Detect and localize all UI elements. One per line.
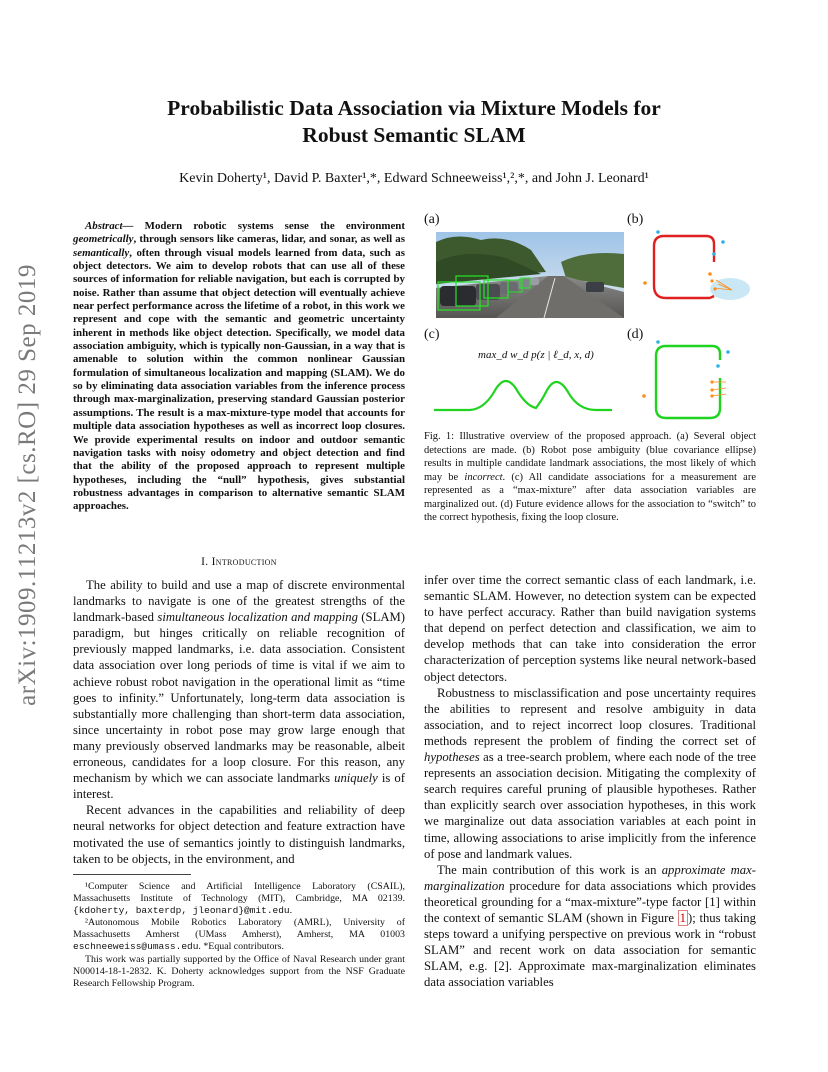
- panel-label-a: (a): [424, 212, 440, 227]
- panel-label-d: (d): [627, 327, 644, 342]
- pose-ambiguity-trajectory: [640, 226, 752, 326]
- text: ¹Computer Science and Artificial Intelligence Laboratory (CSAIL), Massachusetts Institute of Technology (MIT), Cambridge, MA 02139.: [73, 881, 405, 905]
- max-mixture-formula: max_d w_d p(z | ℓ_d, x, d): [478, 349, 594, 361]
- text: Fig. 1: Illustrative overview of the proposed approach. (a) Several object detections are made. (b) Robot pose ambiguity (blue covariance ellipse) results in multiple candidate landmark associations, the most likely of which may be: [424, 431, 756, 483]
- abstract-label: Abstract—: [85, 220, 134, 232]
- panel-label-c: (c): [424, 327, 440, 342]
- title-line-1: Probabilistic Data Association via Mixture Models for: [167, 96, 661, 120]
- abstract: [73, 220, 405, 514]
- text: Robustness to misclassification and pose uncertainty requires the abilities to represent and resolve ambiguity in data association, and to reject incorrect loop closures. Traditional methods represent the problem of finding the correct set of: [424, 685, 756, 748]
- emph: uniquely: [334, 771, 378, 786]
- footnote-2: [73, 917, 405, 953]
- mit-emails: {kdoherty, baxterdp, jleonard}@mit.edu: [73, 905, 290, 917]
- intro-paragraph-1: [73, 577, 405, 802]
- emph: hypotheses: [424, 750, 480, 765]
- section-title-introduction: [73, 556, 405, 568]
- figure-reference-link[interactable]: 1: [679, 910, 686, 925]
- text: as a tree-search problem, where each node of the tree represents an association decision. Mitigating the complexity of search requires careful pruning of plausible hypotheses. Rather than explicitly search over association hypotheses, in this work we marginalize out data association variables at each point in time, allowing associations to arise implicitly from the inference of pose and landmark values.: [424, 750, 756, 861]
- footnote-1: [73, 881, 405, 917]
- footnote-rule: [73, 874, 191, 875]
- right-paragraph-2: [424, 862, 756, 991]
- text: (SLAM) paradigm, but hinges critically on reliable recognition of previously mapped landmarks, i.e. data association. Consistent data association over long periods of time is vital if we aim to achieve robust robot navigation in the operational limit as “time goes to infinity.” Unfortunately, long-term data association is substantially more challenging than short-term data association, since uncertainty in robot pose may grow large enough that many previously observed landmarks may be reasonable, albeit erroneous, candidates for a loop closure. For this reason, any mechanism by which we can associate landmarks: [73, 610, 405, 786]
- paper-title: [100, 95, 728, 149]
- abstract-text-3: , often through visual models learned from data, such as object detectors. We aim to develop robots that can use all of these sources of information for reliable navigation, but each is corrupted by noise. Rather than assume that object detection will eventually achieve near perfect performance across the lifetime of a robot, in this work we represent and cope with the semantic and geometric uncertainty inherent in methods like object detection. Specifically, we model data association ambiguity, which is typically non-Gaussian, in a way that is amenable to solution within the common nonlinear Gaussian formulation of simultaneous localization and mapping (SLAM). We do so by eliminating data association variables from the inference process through max-marginalization, preserving standard Gaussian posterior assumptions. The result is a max-mixture-type model that accounts for multiple data association hypotheses as well as incorrect loop closures. We provide experimental results on indoor and outdoor semantic navigation tasks with noisy odometry and object detection and find that the ability of the proposed approach to represent multiple hypotheses, including the “null” hypothesis, gives substantial robustness advantages in comparison to alternative semantic SLAM approaches.: [73, 246, 405, 513]
- text: The main contribution of this work is an: [437, 862, 662, 877]
- text: . (c) All candidate associations for a measurement are represented as a “max-mixture” after data association variables are marginalized out. (d) Future evidence allows for the association to “switch” to the correct hypothesis, fixing the loop closure.: [424, 471, 756, 523]
- section-title-text: I. Introduction: [201, 556, 277, 568]
- emph: incorrect: [464, 471, 503, 483]
- umass-email: eschneeweiss@umass.edu: [73, 941, 199, 953]
- text: procedure for data associations which provides theoretical grounding for a “max-mixture”-type factor [1] within the context of semantic SLAM (shown in Figure: [424, 878, 756, 925]
- emph: approximate max-marginalization: [424, 862, 756, 893]
- title-line-2: Robust Semantic SLAM: [302, 123, 526, 147]
- text: ); thus taking steps toward a unifying perspective on previous work in “robust SLAM” and recent work on data association for semantic SLAM, e.g. [2]. Approximate max-marginalization eliminates data association variables: [424, 910, 756, 990]
- arxiv-stamp: [6, 264, 50, 706]
- street-scene-photo: [436, 232, 624, 318]
- footnotes: [73, 881, 405, 990]
- left-column: [73, 577, 405, 867]
- abstract-text-1: Modern robotic systems sense the environment: [133, 220, 405, 232]
- text: .: [289, 905, 293, 917]
- abstract-text-2: , through sensors like cameras, lidar, and sonar, as well as: [133, 233, 405, 246]
- abstract-emph-semantically: semantically: [73, 246, 130, 259]
- emph: simultaneous localization and mapping: [157, 610, 358, 625]
- right-paragraph-1: [424, 685, 756, 862]
- text: is of interest.: [73, 771, 405, 802]
- text: ²Autonomous Mobile Robotics Laboratory (AMRL), University of Massachusetts Amherst (UMass Amherst), Amherst, MA 01003: [73, 917, 405, 941]
- corrected-trajectory: [640, 338, 752, 430]
- right-paragraph-0: infer over time the correct semantic class of each landmark, i.e. semantic SLAM. However, no detection system can be expected to have perfect accuracy. Rather than build navigation systems that depend on perfect detection and classification, we aim to develop methods that can take into consideration the error characterization of perception systems like neural network-based object detectors.: [424, 573, 756, 684]
- author-list: Kevin Doherty¹, David P. Baxter¹,*, Edward Schneeweiss¹,²,*, and John J. Leonard¹: [179, 171, 649, 186]
- text: . *Equal contributors.: [198, 941, 284, 953]
- max-mixture-curve: [432, 362, 614, 414]
- right-column: [424, 572, 756, 990]
- abstract-emph-geometrically: geometrically: [73, 233, 134, 246]
- panel-label-b: (b): [627, 212, 644, 227]
- arxiv-id: arXiv:1909.11213v2 [cs.RO] 29 Sep 2019: [14, 264, 41, 706]
- figure-1-caption: [424, 430, 756, 525]
- intro-paragraph-2: Recent advances in the capabilities and reliability of deep neural networks for object detection and feature extraction have motivated the use of semantics jointly to distinguish landmarks, taken to be objects, in the environment, and: [73, 803, 405, 866]
- footnote-funding: This work was partially supported by the Office of Naval Research under grant N00014-18-1-2832. K. Doherty acknowledges support from the NSF Graduate Research Fellowship Program.: [73, 953, 405, 989]
- text: The ability to build and use a map of discrete environmental landmarks to navigate is one of the greatest strengths of the landmark-based: [73, 578, 405, 625]
